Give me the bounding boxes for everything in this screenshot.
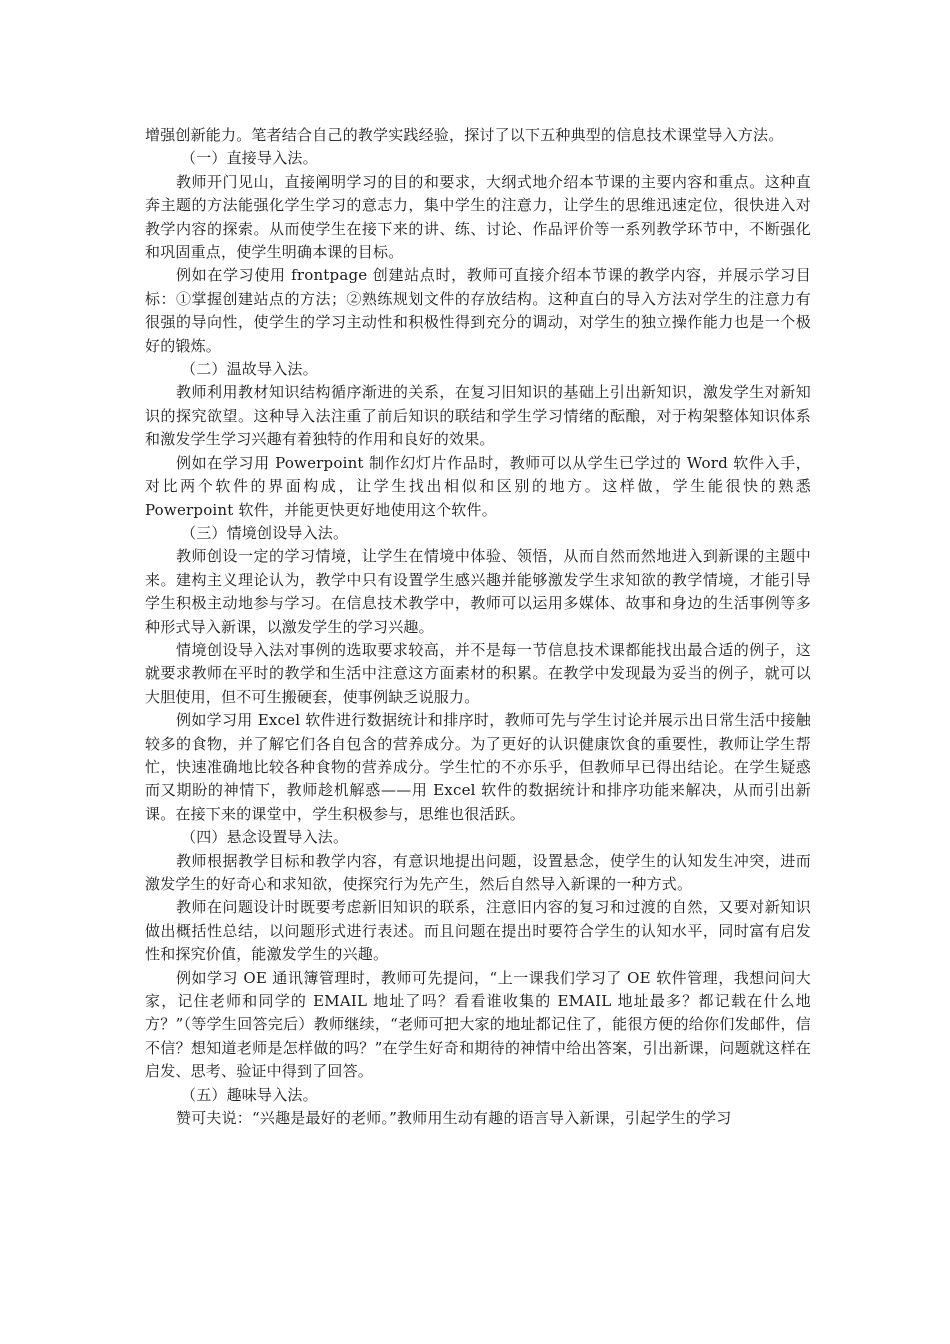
document-body <box>145 124 811 1130</box>
section-heading: （一）直接导入法。 <box>181 149 318 168</box>
paragraph: 情境创设导入法对事例的选取要求较高，并不是每一节信息技术课都能找出最合适的例子，这就要求教师在平时的教学和生活中注意这方面素材的积累。在教学中发现最为妥当的例子，就可以大胆使用，但不可生搬硬套，使事例缺乏说服力。 <box>145 640 811 706</box>
paragraph: 例如在学习使用 frontpage 创建站点时，教师可直接介绍本节课的教学内容，并展示学习目标：①掌握创建站点的方法；②熟练规划文件的存放结构。这种直白的导入方法对学生的注意力有很强的导向性，使学生的学习主动性和积极性得到充分的调动，对学生的独立操作能力也是一个极好的锻炼。 <box>145 266 811 355</box>
paragraph: 例如学习 OE 通讯簿管理时，教师可先提问，“上一课我们学习了 OE 软件管理，我想问问大家，记住老师和同学的 EMAIL 地址了吗？看看谁收集的 EMAIL 地址最多？都记载在什么地方？”（等学生回答完后）教师继续，“老师可把大家的地址都记住了，能很方便的给你们发邮件，信不信？想知道老师是怎样做的吗？”在学生好奇和期待的神情中给出答案，引出新课，问题就这样在启发、思考、验证中得到了回答。 <box>145 968 811 1081</box>
section-heading: （五）趣味导入法。 <box>181 1085 318 1104</box>
section-heading: （三）情境创设导入法。 <box>181 523 349 542</box>
section-heading: （四）悬念设置导入法。 <box>181 828 349 847</box>
paragraph: 教师根据教学目标和教学内容，有意识地提出问题，设置悬念，使学生的认知发生冲突，进而激发学生的好奇心和求知欲，使探究行为先产生，然后自然导入新课的一种方式。 <box>145 851 811 893</box>
paragraph: 例如在学习用 Powerpoint 制作幻灯片作品时，教师可以从学生已学过的 Word 软件入手，对比两个软件的界面构成，让学生找出相似和区别的地方。这样做，学生能很快的熟悉 Powerpoint 软件，并能更快更好地使用这个软件。 <box>145 453 811 519</box>
paragraph: 教师利用教材知识结构循序渐进的关系，在复习旧知识的基础上引出新知识，激发学生对新知识的探究欲望。这种导入法注重了前后知识的联结和学生学习情绪的酝酿，对于构架整体知识体系和激发学生学习兴趣有着独特的作用和良好的效果。 <box>145 383 811 449</box>
section-heading: （二）温故导入法。 <box>181 360 318 379</box>
paragraph: 增强创新能力。笔者结合自己的教学实践经验，探讨了以下五种典型的信息技术课堂导入方法。 <box>145 126 784 144</box>
paragraph: 赞可夫说：“兴趣是最好的老师。”教师用生动有趣的语言导入新课，引起学生的学习 <box>176 1109 732 1128</box>
paragraph: 教师创设一定的学习情境，让学生在情境中体验、领悟，从而自然而然地进入到新课的主题中来。建构主义理论认为，教学中只有设置学生感兴趣并能够激发学生求知欲的教学情境，才能引导学生积极主动地参与学习。在信息技术教学中，教师可以运用多媒体、故事和身边的生活事例等多种形式导入新课，以激发学生的学习兴趣。 <box>145 547 811 636</box>
paragraph: 例如学习用 Excel 软件进行数据统计和排序时，教师可先与学生讨论并展示出日常生活中接触较多的食物，并了解它们各自包含的营养成分。为了更好的认识健康饮食的重要性，教师让学生帮忙，快速准确地比较各种食物的营养成分。学生忙的不亦乐乎，但教师早已得出结论。在学生疑惑而又期盼的神情下，教师趁机解惑——用 Excel 软件的数据统计和排序功能来解决，从而引出新课。在接下来的课堂中，学生积极参与，思维也很活跃。 <box>145 711 811 823</box>
paragraph: 教师开门见山，直接阐明学习的目的和要求，大纲式地介绍本节课的主要内容和重点。这种直奔主题的方法能强化学生学习的意志力，集中学生的注意力，让学生的思维迅速定位，很快进入对教学内容的探索。从而使学生在接下来的讲、练、讨论、作品评价等一系列教学环节中，不断强化和巩固重点，使学生明确本课的目标。 <box>145 172 811 262</box>
paragraph: 教师在问题设计时既要考虑新旧知识的联系，注意旧内容的复习和过渡的自然，又要对新知识做出概括性总结，以问题形式进行表述。而且问题在提出时要符合学生的认知水平，同时富有启发性和探究价值，能激发学生的兴趣。 <box>145 898 811 964</box>
